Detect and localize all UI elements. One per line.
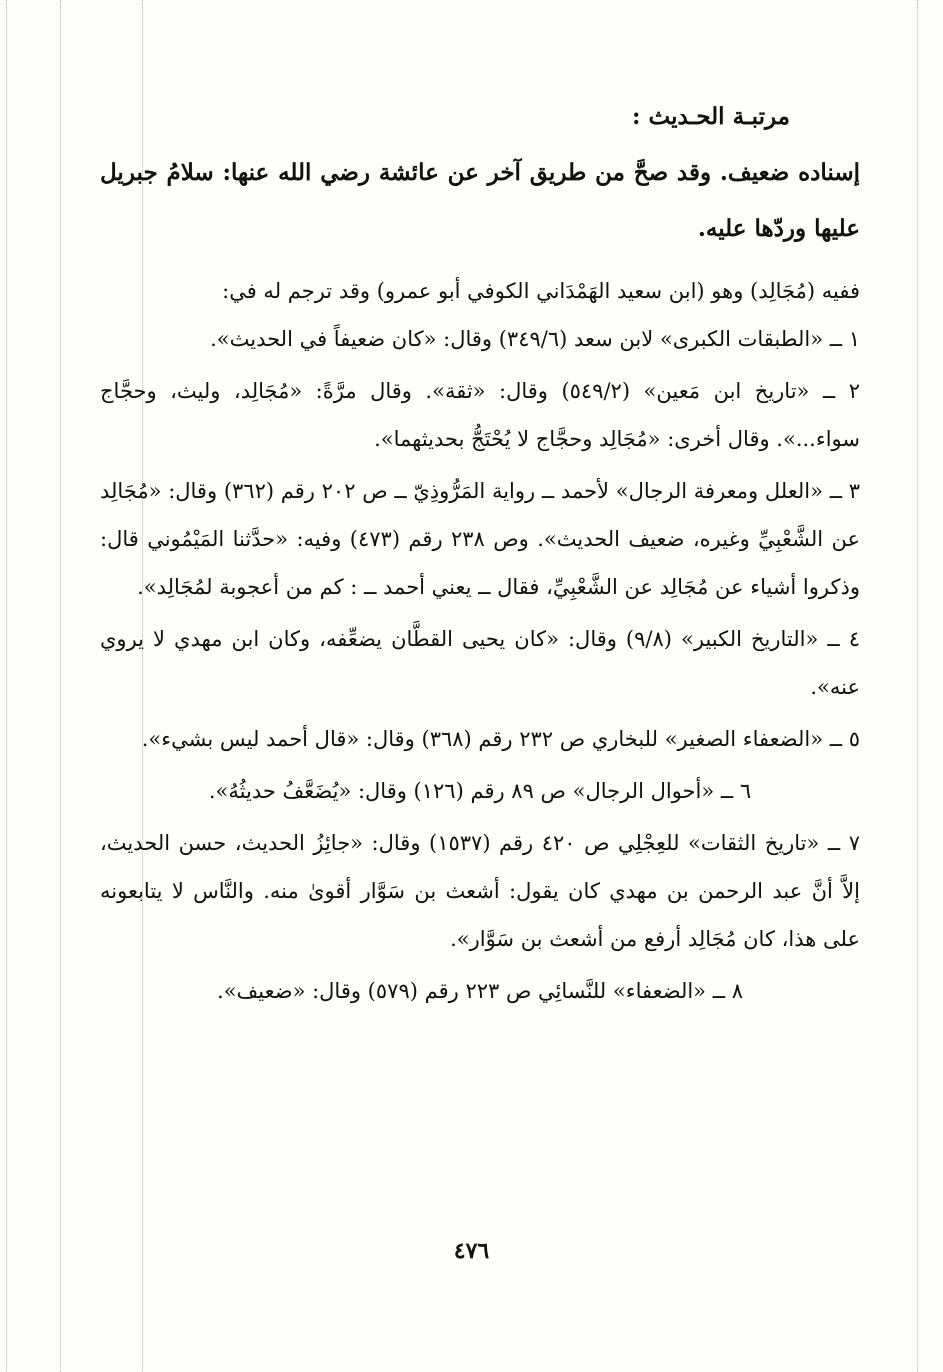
margin-guide-right <box>917 0 918 1372</box>
reference-item-5: ٥ ــ «الضعفاء الصغير» للبخاري ص ٢٣٢ رقم (٣٦٨) وقال: «قال أحمد ليس بشيء». <box>141 727 860 751</box>
reference-item-3: ٣ ــ «العلل ومعرفة الرجال» لأحمد ــ رواية المَرُّوذِيّ ــ ص ٢٠٢ رقم (٣٦٢) وقال: «مُجَالِد عن الشَّعْبِيِّ وغيره، ضعيف الحديث». وص ٢٣٨ رقم (٤٧٣) وفيه: «حدَّثنا المَيْمُوني قال: وذكروا أشياء عن مُجَالِد عن الشَّعْبِيِّ، فقال ــ يعني أحمد ــ : كم من أعجوبة لمُجَالِد». <box>100 479 860 599</box>
reference-item-7: ٧ ــ «تاريخ الثقات» للعِجْلِي ص ٤٢٠ رقم (١٥٣٧) وقال: «جائِزُ الحديث، حسن الحديث، إلاَّ أنَّ عبد الرحمن بن مهدي كان يقول: أشعث بن سَوَّار أقوىٰ منه. والنَّاس لا يتابعونه على هذا، كان مُجَالِد أرفع من أشعث بن سَوَّار». <box>100 831 861 951</box>
lead-paragraph: ففيه (مُجَالِد) وهو (ابن سعيد الهَمْدَاني الكوفي أبو عمرو) وقد ترجم له في: <box>222 279 860 303</box>
reference-item-6: ٦ ــ «أحوال الرجال» ص ٨٩ رقم (١٢٦) وقال: «يُضَعَّفُ حديثُهُ». <box>208 779 752 803</box>
reference-item-4: ٤ ــ «التاريخ الكبير» (٩/٨) وقال: «كان يحيى القطَّان يضعِّفه، وكان ابن مهدي لا يروي عنه». <box>100 627 861 699</box>
section-heading: مرتبـة الحـديث : <box>632 103 790 130</box>
page-body <box>100 95 860 1019</box>
margin-guide-left-outer <box>6 0 7 1372</box>
reference-item-2: ٢ ــ «تاريخ ابن مَعين» (٥٤٩/٢) وقال: «ثقة». وقال مرَّةً: «مُجَالِد، وليث، وحجَّاج سواء...». وقال أخرى: «مُجَالِد وحجَّاج لا يُحْتَجُّ بحديثهما». <box>100 379 860 451</box>
margin-guide-left <box>60 0 61 1372</box>
page-number: ٤٧٦ <box>453 1238 490 1264</box>
reference-item-8: ٨ ــ «الضعفاء» للنَّسائِي ص ٢٢٣ رقم (٥٧٩) وقال: «ضعيف». <box>217 979 743 1003</box>
reference-item-1: ١ ــ «الطبقات الكبرى» لابن سعد (٣٤٩/٦) وقال: «كان ضعيفاً في الحديث». <box>210 327 860 351</box>
intro-paragraph: إسناده ضعيف. وقد صحَّ من طريق آخر عن عائشة رضي الله عنها: سلامُ جبريل عليها وردّها عليه. <box>100 159 860 242</box>
